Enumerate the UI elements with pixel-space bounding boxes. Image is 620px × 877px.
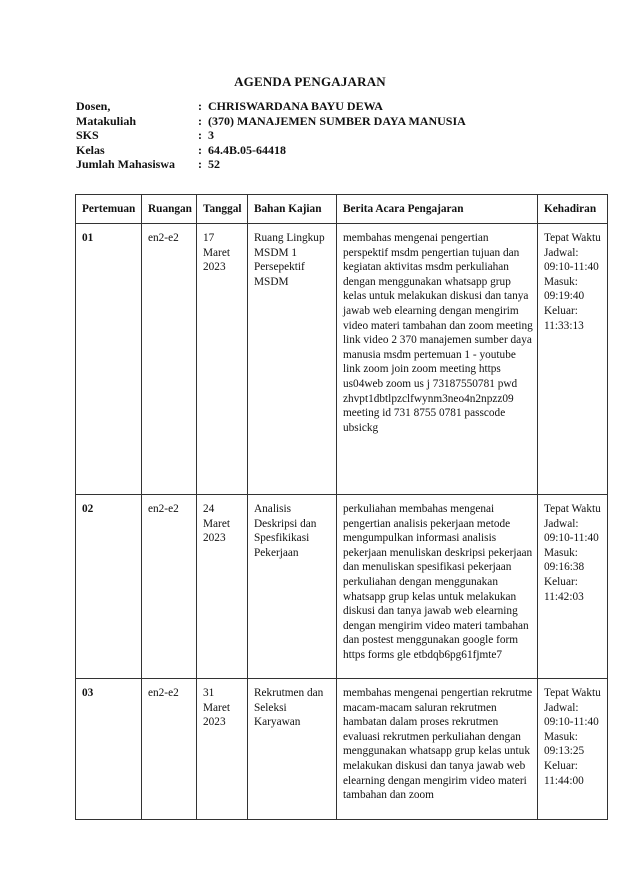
column-header-berita-acara: Berita Acara Pengajaran (337, 195, 538, 224)
column-header-kehadiran: Kehadiran (538, 195, 608, 224)
column-header-pertemuan: Pertemuan (76, 195, 142, 224)
cell-ruangan: en2-e2 (148, 232, 179, 244)
info-colon: : (198, 113, 202, 128)
cell-pertemuan: 03 (82, 687, 94, 699)
column-header-ruangan: Ruangan (142, 195, 197, 224)
info-value: (370) MANAJEMEN SUMBER DAYA MANUSIA (208, 113, 466, 128)
cell-tanggal: 31 Maret 2023 (203, 687, 230, 729)
column-header-bahan-kajian: Bahan Kajian (248, 195, 337, 224)
info-row-kelas (76, 143, 466, 158)
cell-pertemuan: 02 (82, 503, 94, 515)
cell-ruangan: en2-e2 (148, 503, 179, 515)
table-row (76, 224, 608, 495)
course-info (76, 99, 466, 172)
cell-bahan-kajian: Ruang Lingkup MSDM 1 Persepektif MSDM (254, 232, 325, 288)
cell-tanggal: 24 Maret 2023 (203, 503, 230, 545)
info-row-jumlah-mahasiswa (76, 157, 466, 172)
info-label: Kelas (76, 142, 105, 157)
agenda-table (75, 194, 608, 820)
info-row-dosen (76, 99, 466, 114)
cell-bahan-kajian: Analisis Deskripsi dan Spesfikikasi Pekerjaan (254, 503, 317, 559)
cell-berita-acara: membahas mengenai pengertian rekrutme macam-macam saluran rekrutmen hambatan dalam proses rekrutmen evaluasi rekrutmen perkuliahan dengan menggunakan whatsapp grup kelas untuk melakukan diskusi dan tanya jawab web elearning dengan mengirim video materi tambahan dan zoom (343, 687, 533, 802)
info-colon: : (198, 99, 202, 113)
info-value: 3 (208, 128, 214, 142)
info-value: 64.4B.05-64418 (208, 142, 286, 157)
cell-kehadiran: Tepat Waktu Jadwal: 09:10-11:40 Masuk: 09:16:38 Keluar: 11:42:03 (544, 503, 601, 603)
info-colon: : (198, 142, 202, 157)
cell-berita-acara: membahas mengenai pengertian perspektif msdm pengertian tujuan dan kegiatan aktivitas msdm perkuliahan dengan menggunakan whatsapp grup kelas untuk melakukan diskusi dan tanya jawab web elearning dengan mengirim video materi tambahan dan zoom meeting link video 2 370 manajemen sumber daya manusia msdm pertemuan 1 - youtube link zoom join zoom meeting https us04web zoom us j 73187550781 pwd zhvpt1dbtlpzclfwynm3neo4n2npzz09 meeting id 731 8755 0781 passcode ubsickg (343, 232, 533, 434)
info-row-matakuliah (76, 114, 466, 129)
info-label: SKS (76, 128, 99, 142)
info-row-sks (76, 128, 466, 143)
cell-kehadiran: Tepat Waktu Jadwal: 09:10-11:40 Masuk: 09:13:25 Keluar: 11:44:00 (544, 687, 601, 787)
cell-ruangan: en2-e2 (148, 687, 179, 699)
cell-tanggal: 17 Maret 2023 (203, 232, 230, 274)
column-header-tanggal: Tanggal (197, 195, 248, 224)
cell-bahan-kajian: Rekrutmen dan Seleksi Karyawan (254, 687, 324, 729)
table-row (76, 495, 608, 679)
info-value: 52 (208, 157, 220, 171)
info-label: Jumlah Mahasiswa (76, 157, 176, 171)
info-label: Matakuliah (76, 113, 137, 128)
info-value: CHRISWARDANA BAYU DEWA (208, 99, 383, 113)
cell-berita-acara: perkuliahan membahas mengenai pengertian analisis pekerjaan metode mengumpulkan informasi analisis pekerjaan menuliskan deskripsi pekerjaan dan menuliskan spesifikasi pekerjaan perkuliahan dengan menggunakan whatsapp grup kelas untuk melakukan diskusi dan tanya jawab web elearning dengan mengirim video materi tambahan dan postest menggunakan google form https forms gle etbdqb6pg61fjmte7 (343, 503, 533, 661)
info-label: Dosen, (76, 99, 111, 113)
table-header-row (76, 195, 608, 224)
table-row (76, 679, 608, 820)
page-title: AGENDA PENGAJARAN (234, 74, 386, 89)
cell-kehadiran: Tepat Waktu Jadwal: 09:10-11:40 Masuk: 09:19:40 Keluar: 11:33:13 (544, 232, 601, 332)
cell-pertemuan: 01 (82, 232, 94, 244)
info-colon: : (198, 157, 202, 171)
info-colon: : (198, 128, 202, 142)
